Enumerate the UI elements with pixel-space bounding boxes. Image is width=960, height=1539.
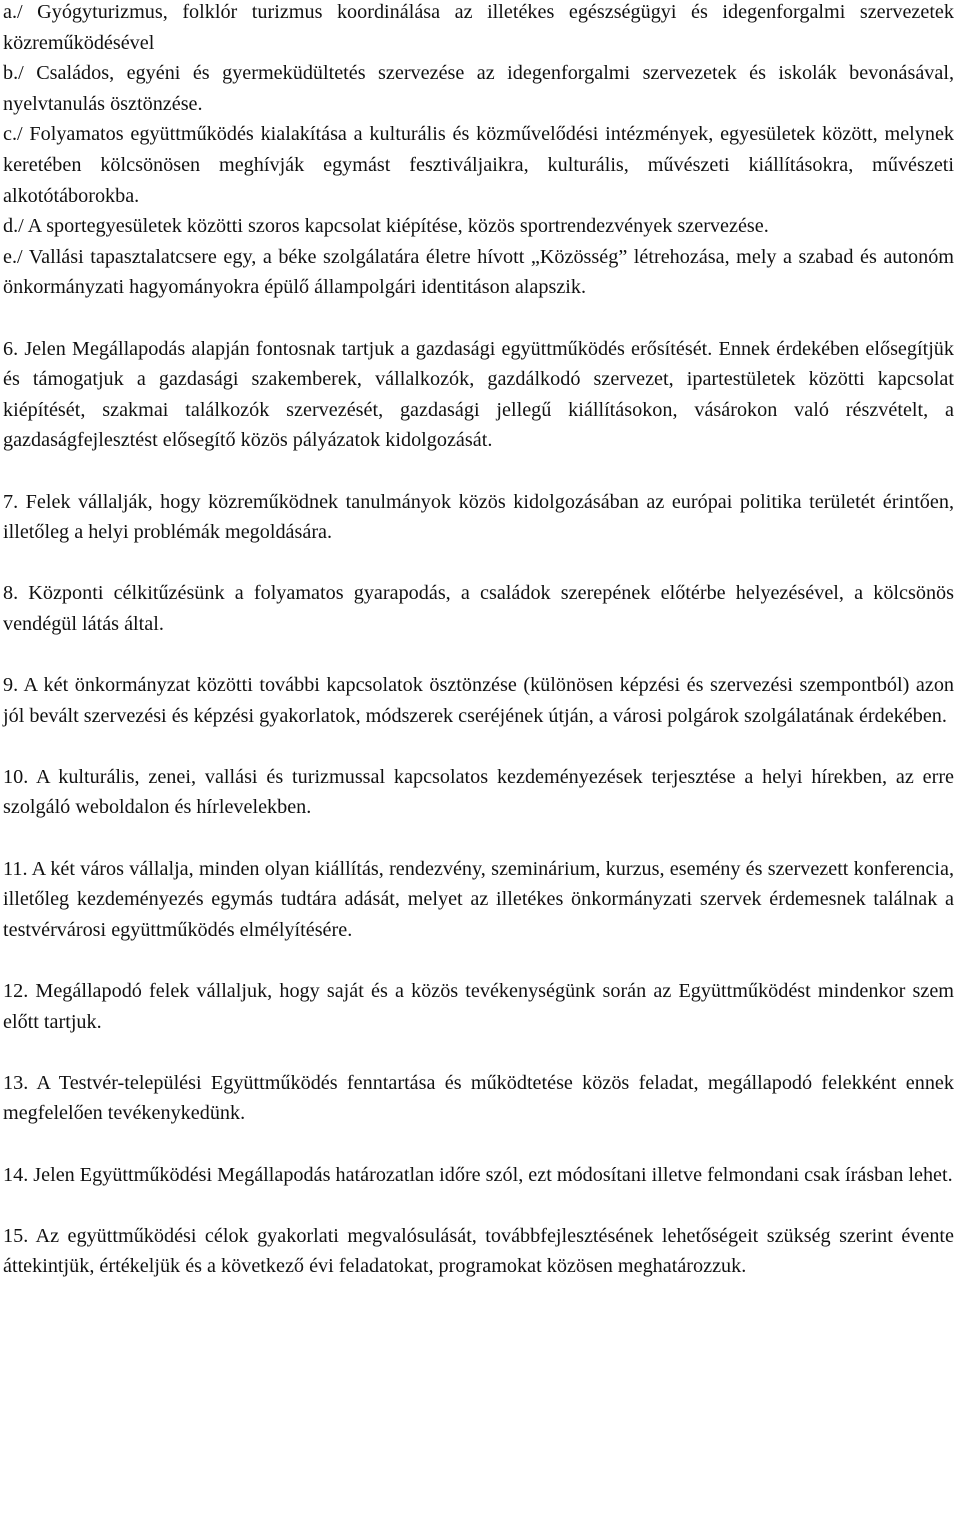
item-e: e./ Vallási tapasztalatcsere egy, a béke szolgálatára életre hívott „Közösség” létrehozása, mely a szabad és autonóm önkormányzati hagyományokra épülő állampolgári identitáson alapszik. (3, 245, 954, 299)
item-b: b./ Családos, egyéni és gyermeküdültetés szervezése az idegenforgalmi szervezetek és iskolák bevonásával, nyelvtanulás ösztönzése. (3, 62, 954, 115)
paragraph-7: 7. Felek vállalják, hogy közreműködnek tanulmányok közös kidolgozásában az európai politika területét érintően, illetőleg a helyi problémák megoldására. (3, 490, 954, 544)
paragraph-13: 13. A Testvér-települési Együttműködés fenntartása és működtetése közös feladat, megállapodó felekként ennek megfelelően tevékenykedünk. (3, 1071, 954, 1125)
paragraph-15: 15. Az együttműködési célok gyakorlati megvalósulását, továbbfejlesztésének lehetőségeit szükség szerint évente áttekintjük, értékeljük és a következő évi feladatokat, programokat közösen meghatározzuk. (3, 1224, 954, 1278)
paragraph-10: 10. A kulturális, zenei, vallási és turizmussal kapcsolatos kezdeményezések terjesztése a helyi hírekben, az erre szolgáló weboldalon és hírlevelekben. (3, 765, 954, 819)
paragraph-12: 12. Megállapodó felek vállaljuk, hogy saját és a közös tevékenységünk során az Együttműködést mindenkor szem előtt tartjuk. (3, 980, 954, 1033)
paragraph-6: 6. Jelen Megállapodás alapján fontosnak tartjuk a gazdasági együttműködés erősítését. Ennek érdekében elősegítjük és támogatjuk a gazdasági szakemberek, vállalkozók, gazdálkodó szervezet, ipartestületek közötti kapcsolat kiépítését, szakmai találkozók szervezését, gazdasági jellegű kiállításokon, vásárokon való részvételt, a gazdaságfejlesztést elősegítő közös pályázatok kidolgozását. (3, 337, 954, 452)
item-c: c./ Folyamatos együttműködés kialakítása a kulturális és közművelődési intézmények, egyesületek között, melynek keretében kölcsönösen meghívják egymást fesztiváljaikra, kulturális, művészeti kiállításokra, művészeti alkotótáborokba. (3, 123, 954, 207)
item-d: d./ A sportegyesületek közötti szoros kapcsolat kiépítése, közös sportrendezvények szervezése. (3, 215, 769, 238)
paragraph-9: 9. A két önkormányzat közötti további kapcsolatok ösztönzése (különösen képzési és szervezési szempontból) azon jól bevált szervezési és képzési gyakorlatok, módszerek cseréjének útján, a városi polgárok szolgálatának érdekében. (3, 674, 954, 727)
paragraph-11: 11. A két város vállalja, minden olyan kiállítás, rendezvény, szeminárium, kurzus, esemény és szervezett konferencia, illetőleg kezdeményezés egymás tudtára adását, melyet az illetékes önkormányzati szervek érdemesnek találnak a testvérvárosi együttműködés elmélyítésére. (3, 857, 954, 941)
paragraph-14: 14. Jelen Együttműködési Megállapodás határozatlan időre szól, ezt módosítani illetve felmondani csak írásban lehet. (3, 1163, 953, 1186)
paragraph-8: 8. Központi célkitűzésünk a folyamatos gyarapodás, a családok szerepének előtérbe helyezésével, a kölcsönös vendégül látás által. (3, 582, 954, 635)
item-a: a./ Gyógyturizmus, folklór turizmus koordinálása az illetékes egészségügyi és idegenforgalmi szervezetek közreműködésével (3, 1, 954, 54)
